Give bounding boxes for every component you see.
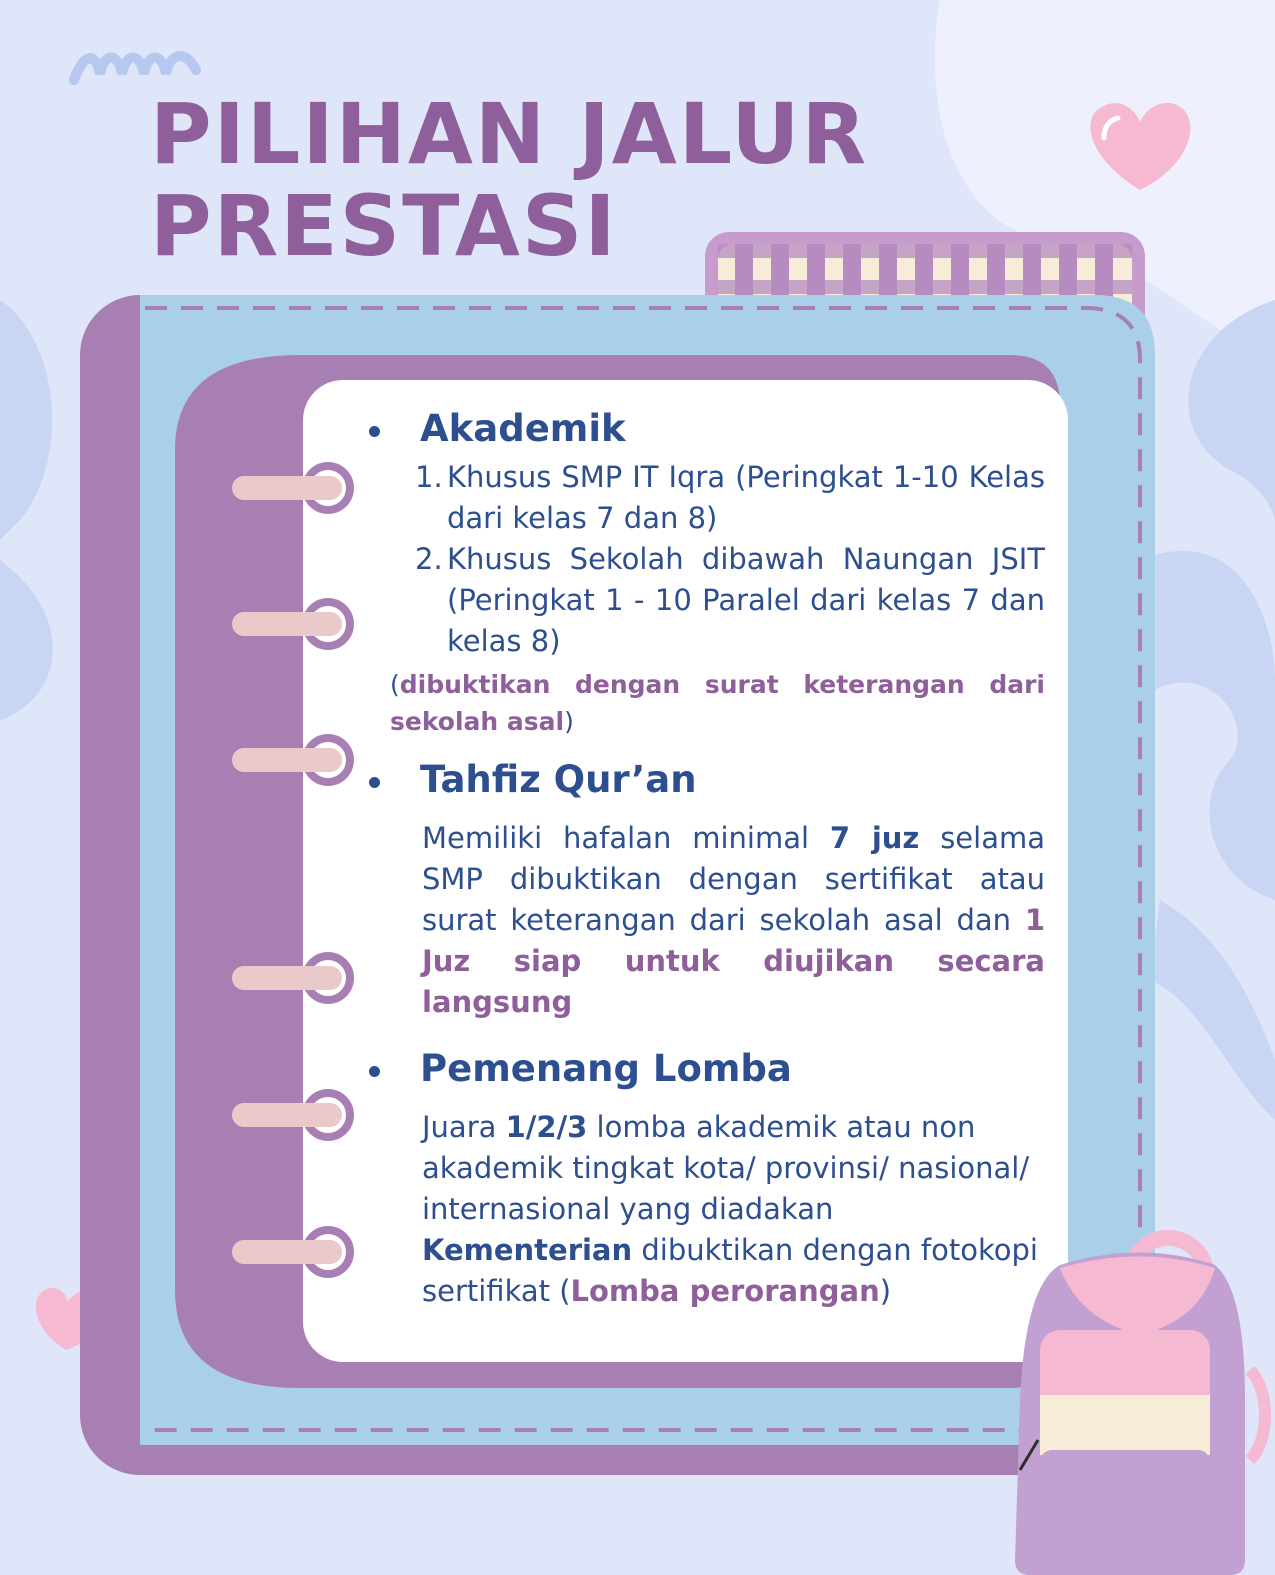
highlight-text: 1/2/3: [505, 1110, 588, 1144]
paren-open: (: [390, 670, 400, 699]
section-heading: Akademik: [365, 405, 1045, 453]
notebook-content: [365, 405, 1045, 1312]
background-swirl: [0, 560, 53, 720]
backpack-icon: [1015, 1238, 1265, 1575]
title-line-1: PILIHAN JALUR: [150, 85, 869, 183]
background-swirl: [1188, 300, 1275, 520]
proof-note-text: dibuktikan dengan surat keterangan dari sekolah asal: [390, 670, 1045, 736]
highlight-text: Lomba perorangan: [570, 1274, 880, 1308]
page-title: [150, 85, 869, 275]
background-swirl: [1150, 900, 1275, 1120]
list-item: [365, 539, 1045, 662]
list-item-text: Khusus SMP IT Iqra (Peringkat 1-10 Kelas dari kelas 7 dan 8): [447, 460, 1045, 535]
paren-close: ): [564, 707, 574, 736]
description-text: lomba akademik atau non akademik tingkat kota/ provinsi/ nasional/ internasional yang diadakan: [422, 1110, 1030, 1226]
section-pemenang-lomba: [365, 1045, 1045, 1312]
section-heading: Pemenang Lomba: [365, 1045, 1045, 1093]
list-number: 2.: [415, 542, 443, 576]
description-text: ): [879, 1274, 892, 1308]
section-heading: Tahfiz Qur’an: [365, 756, 1045, 804]
highlight-text: Kementerian: [422, 1233, 633, 1267]
description-text: selama SMP dibuktikan dengan sertifikat atau surat keterangan dari sekolah asal dan: [422, 821, 1045, 937]
section-tahfiz: [365, 756, 1045, 1023]
description-text: Memiliki hafalan minimal: [422, 821, 830, 855]
title-line-2: PRESTASI: [150, 177, 618, 275]
background-swirl: [0, 300, 52, 540]
description-text: Juara: [422, 1110, 506, 1144]
numbered-list: [365, 457, 1045, 662]
squiggle-icon: [74, 56, 196, 80]
proof-note: [390, 666, 1045, 740]
section-description: [422, 1107, 1045, 1312]
background-swirl: [1140, 551, 1275, 900]
list-item-text: Khusus Sekolah dibawah Naungan JSIT (Peringkat 1 - 10 Paralel dari kelas 7 dan kelas 8): [447, 542, 1045, 658]
highlight-text: 1 Juz siap untuk diujikan secara langsung: [422, 903, 1045, 1019]
list-item: [365, 457, 1045, 539]
list-number: 1.: [415, 460, 443, 494]
description-text: dibuktikan dengan fotokopi sertifikat (: [422, 1233, 1038, 1308]
section-akademik: [365, 405, 1045, 740]
highlight-text: 7 juz: [829, 821, 920, 855]
section-description: [422, 818, 1045, 1023]
